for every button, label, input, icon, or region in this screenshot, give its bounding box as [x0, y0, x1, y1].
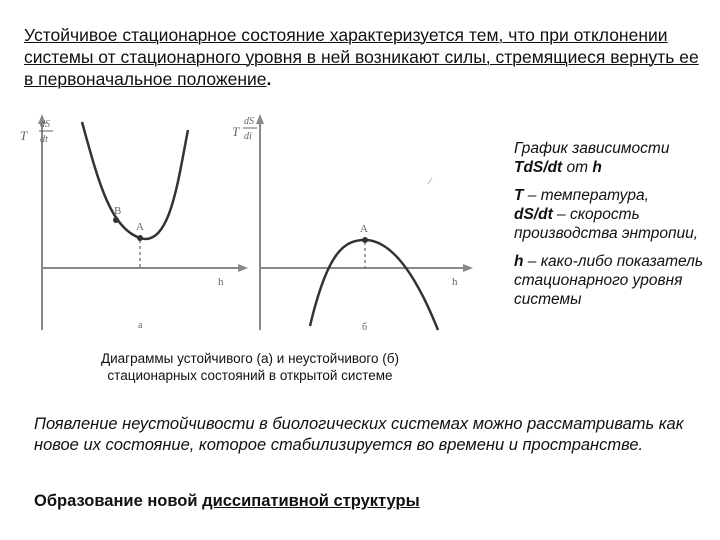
legend-t-desc: – температура, [523, 187, 649, 204]
legend-title-h: h [592, 159, 602, 176]
right-y-label-num: dS [244, 116, 254, 127]
legend-title-formula: TdS/dt [514, 159, 563, 176]
right-y-label-t: T [232, 124, 240, 139]
legend-ds-symbol: dS/dt [514, 206, 553, 223]
legend-h-desc: – како-либо показатель стационарного уровня системы [514, 253, 704, 308]
right-panel-label: б [362, 322, 368, 333]
legend-h [514, 252, 714, 309]
intro-period: . [266, 69, 272, 89]
left-point-b [113, 217, 119, 223]
left-point-b-label: B [114, 205, 122, 217]
legend-title [514, 139, 714, 177]
final-before: Образование новой [34, 492, 203, 510]
left-y-label-t: T [20, 128, 28, 143]
left-x-arrow [238, 264, 248, 272]
right-point-a [362, 237, 368, 243]
legend-title-ot: от [562, 159, 593, 176]
intro-paragraph [24, 24, 704, 90]
left-x-label: h [218, 276, 224, 288]
legend-ds-desc: – скорость производства энтропии, [514, 206, 699, 242]
right-panel [232, 114, 473, 333]
right-x-label: h [452, 276, 458, 288]
caption-line-2: стационарных состояний в открытой системе [107, 368, 393, 383]
right-unstable-curve [310, 240, 438, 330]
legend-t [514, 186, 714, 243]
left-stable-curve [82, 122, 188, 239]
legend-title-text: График зависимости [514, 140, 670, 157]
caption-line-1: Диаграммы устойчивого (а) и неустойчивого (б) [100, 351, 400, 366]
right-point-a-label: A [360, 223, 368, 235]
right-y-arrow [256, 114, 264, 124]
left-y-label-den: dt [40, 134, 48, 145]
conclusion-paragraph: Появление неустойчивости в биологических системах можно рассматривать как новое их состояние, которое стабилизируется во времени и пространстве. [34, 415, 684, 454]
legend-t-symbol: T [514, 187, 524, 204]
legend-block [514, 139, 714, 318]
legend-h-symbol: h [514, 253, 524, 270]
left-point-a [137, 235, 143, 241]
right-y-label-den: di [244, 131, 252, 142]
final-statement [34, 491, 704, 512]
left-point-a-label: A [136, 221, 144, 233]
left-y-label-num: dS [40, 119, 50, 130]
diagram-caption [40, 350, 460, 384]
intro-text: Устойчивое стационарное состояние характеризуется тем, что при отклонении системы от стационарного уровня в ней возникают силы, стремящиеся вернуть ее в первоначальное положение [24, 25, 699, 89]
right-x-arrow [463, 264, 473, 272]
left-panel-label: a [138, 320, 143, 331]
left-panel [20, 114, 248, 331]
scan-mark [428, 178, 432, 184]
final-underlined-link: диссипативной структуры [202, 492, 420, 510]
